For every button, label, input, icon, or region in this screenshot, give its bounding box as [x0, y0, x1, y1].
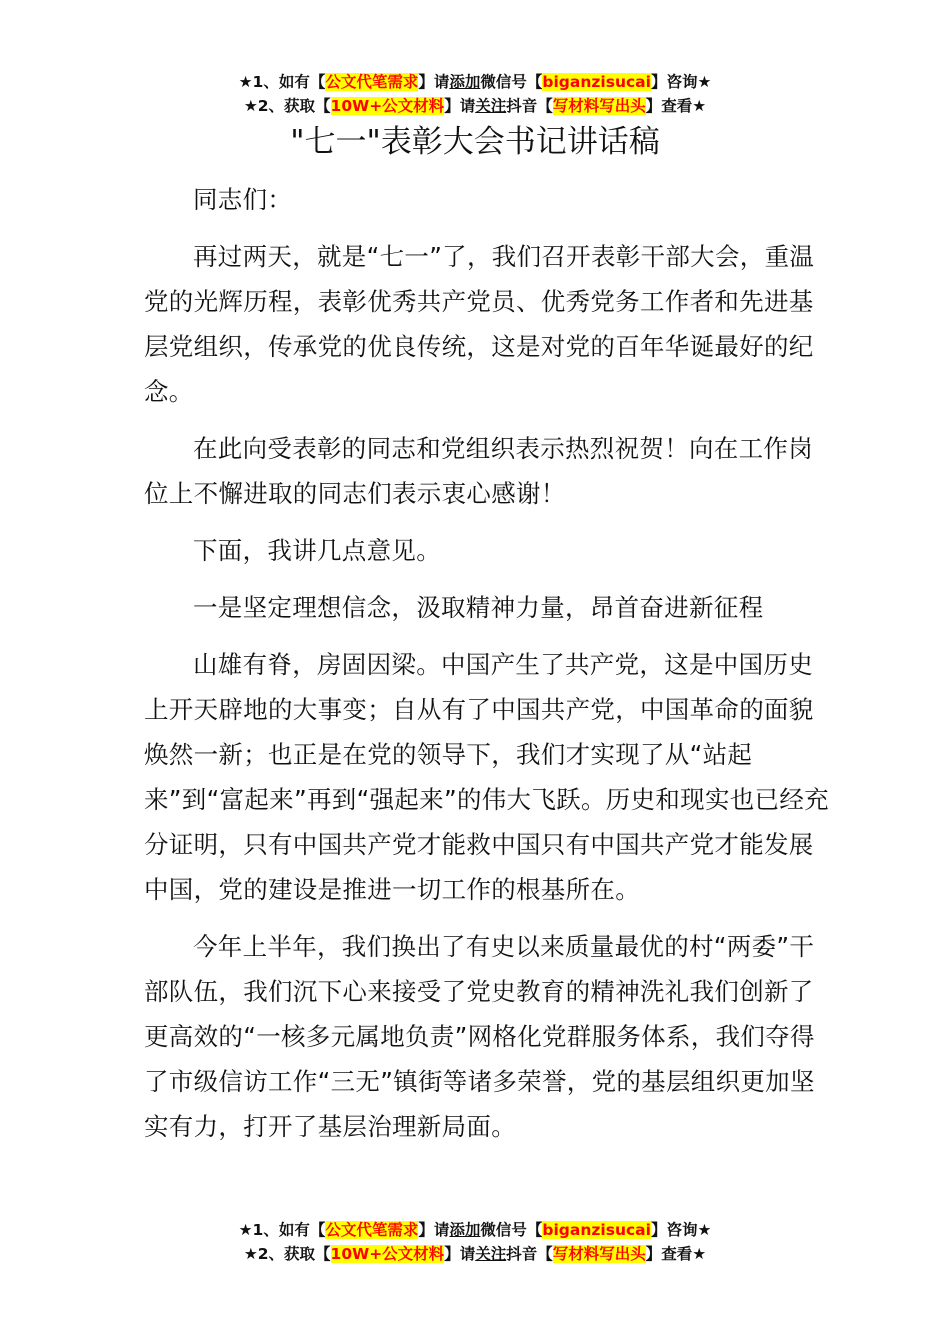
document-body	[144, 177, 834, 1161]
banner-text: 】请	[418, 73, 450, 91]
banner-text: 】咨询★	[650, 1221, 712, 1239]
banner-highlight: 10W+公文材料	[330, 1245, 445, 1263]
paragraph: 山雄有脊，房固因梁。中国产生了共产党，这是中国历史上开天辟地的大事变；自从有了中国共产党，中国革命的面貌焕然一新；也正是在党的领导下，我们才实现了从“站起来”到“富起来”再到“强起来”的伟大飞跃。历史和现实也已经充分证明，只有中国共产党才能救中国只有中国共产党才能发展中国，党的建设是推进一切工作的根基所在。	[144, 650, 829, 904]
banner-underline: 关注	[475, 97, 507, 115]
paragraph-salutation: 同志们：	[193, 185, 293, 214]
banner-text: ★1、如有【	[238, 73, 326, 91]
banner-text: 微信号【	[480, 73, 543, 91]
banner-text: 】咨询★	[650, 73, 712, 91]
footer-banner	[0, 1218, 950, 1266]
banner-highlight: 公文代笔需求	[325, 73, 419, 91]
banner-text: 抖音【	[506, 97, 553, 115]
banner-line-1	[0, 70, 950, 94]
document-title: "七一"表彰大会书记讲话稿	[290, 124, 660, 160]
banner-highlight: 写材料写出头	[552, 1245, 646, 1263]
banner-text: 】请	[418, 1221, 450, 1239]
paragraph: 在此向受表彰的同志和党组织表示热烈祝贺！向在工作岗位上不懈进取的同志们表示衷心感谢！	[144, 434, 813, 508]
section-heading: 一是坚定理想信念，汲取精神力量，昂首奋进新征程	[193, 593, 764, 622]
banner-underline: 添加	[449, 1221, 481, 1239]
banner-text: ★2、获取【	[243, 1245, 331, 1263]
banner-text: 】查看★	[645, 1245, 707, 1263]
banner-text: ★1、如有【	[238, 1221, 326, 1239]
banner-underline: 添加	[449, 73, 481, 91]
banner-text: 】查看★	[645, 97, 707, 115]
banner-text: 微信号【	[480, 1221, 543, 1239]
banner-highlight: 10W+公文材料	[330, 97, 445, 115]
header-banner	[0, 70, 950, 118]
banner-highlight: 公文代笔需求	[325, 1221, 419, 1239]
paragraph: 再过两天，就是“七一”了，我们召开表彰干部大会，重温党的光辉历程，表彰优秀共产党员、优秀党务工作者和先进基层党组织，传承党的优良传统，这是对党的百年华诞最好的纪念。	[144, 242, 815, 406]
banner-highlight: biganzisucai	[542, 73, 651, 91]
banner-text: 】请	[444, 97, 476, 115]
paragraph: 今年上半年，我们换出了有史以来质量最优的村“两委”干部队伍，我们沉下心来接受了党史教育的精神洗礼我们创新了更高效的“一核多元属地负责”网格化党群服务体系，我们夺得了市级信访工作“三无”镇街等诸多荣誉，党的基层组织更加坚实有力，打开了基层治理新局面。	[144, 932, 815, 1141]
paragraph: 下面，我讲几点意见。	[193, 536, 441, 565]
banner-highlight: biganzisucai	[542, 1221, 651, 1239]
banner-line-2	[0, 1242, 950, 1266]
banner-text: ★2、获取【	[243, 97, 331, 115]
banner-line-1	[0, 1218, 950, 1242]
banner-text: 抖音【	[506, 1245, 553, 1263]
banner-highlight: 写材料写出头	[552, 97, 646, 115]
banner-text: 】请	[444, 1245, 476, 1263]
banner-line-2	[0, 94, 950, 118]
banner-underline: 关注	[475, 1245, 507, 1263]
